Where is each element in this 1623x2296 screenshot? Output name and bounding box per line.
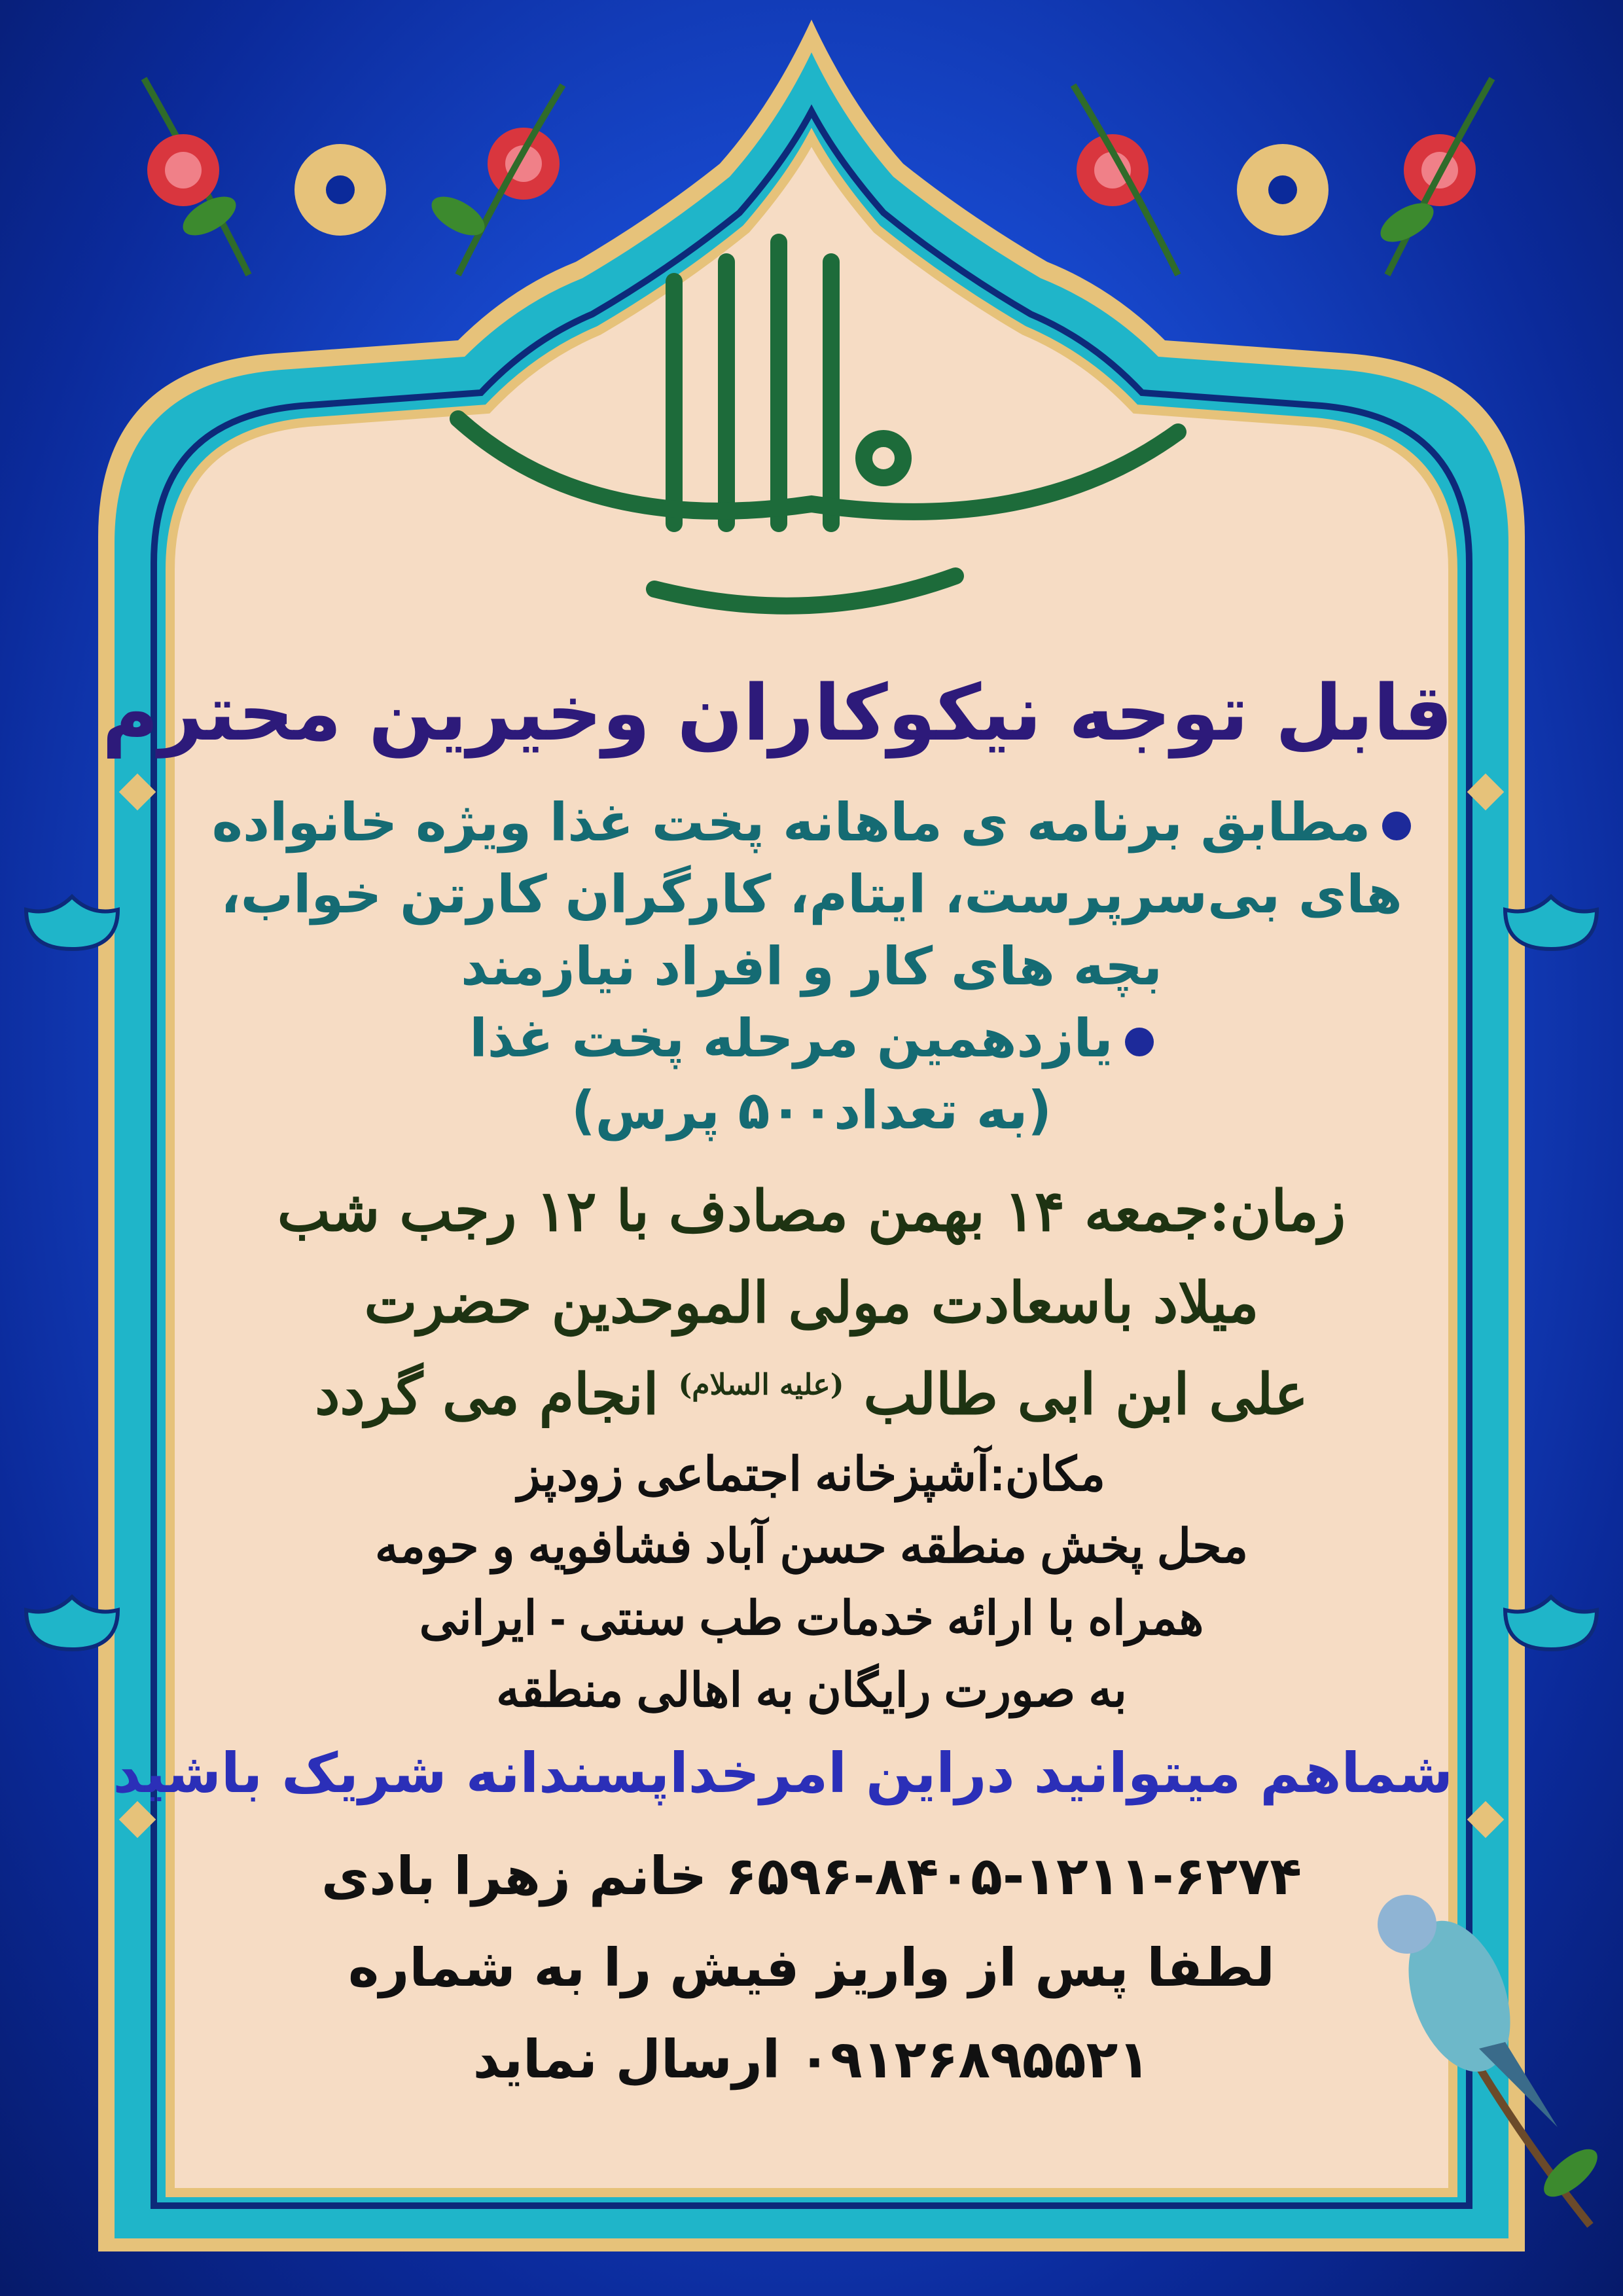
count-line: (به تعداد۵۰۰ پرس) <box>571 1080 1052 1141</box>
invite-line: شماهم میتوانید دراین امرخداپسندانه شریک باشید <box>113 1741 1453 1805</box>
services-line-2: به صورت رایگان به اهالی منطقه <box>496 1664 1127 1717</box>
occasion-honorific: (علیه السلام) <box>678 1368 844 1402</box>
title: قابل توجه نیکوکاران وخیرین محترم <box>101 668 1453 758</box>
services-line-1: همراه با ارائه خدمات طب سنتی - ایرانی <box>419 1592 1204 1645</box>
announcement-text <box>101 655 1453 2238</box>
program-line-2: های بی‌سرپرست، ایتام، کارگران کارتن خواب، <box>221 864 1402 925</box>
bullet-icon <box>1125 1028 1154 1056</box>
program-line-1: مطابق برنامه ی ماهانه پخت غذا ویژه خانواده <box>170 792 1453 853</box>
send-text: ارسال نماید <box>473 2029 781 2090</box>
bullet-icon <box>1382 812 1411 840</box>
time-line: زمان:جمعه ۱۴ بهمن مصادف با ۱۲ رجب شب <box>277 1178 1346 1244</box>
phone-number: ۰۹۱۲۶۸۹۵۵۲۱ <box>798 2029 1150 2090</box>
program-line-3: بچه های کار و افراد نیازمند <box>461 936 1162 997</box>
occasion-line-2: علی ابن ابی طالب $^{(علیه السلام)}$ انجام می گردد <box>315 1361 1308 1427</box>
account-holder: خانم زهرا بادی <box>321 1846 707 1907</box>
account-number: ۶۵۹۶-۸۴۰۵-۱۲۱۱-۶۲۷۴ <box>725 1846 1302 1907</box>
account-line <box>170 1846 1453 1907</box>
request-line: لطفا پس از واریز فیش را به شماره <box>348 1937 1275 1998</box>
stage-line: یازدهمین مرحله پخت غذا <box>170 1008 1453 1069</box>
phone-line <box>170 2029 1453 2090</box>
place-line: مکان:آشپزخانه اجتماعی زودپز <box>517 1448 1106 1501</box>
occasion-line-1: میلاد باسعادت مولی الموحدین حضرت <box>364 1270 1259 1336</box>
distribution-line: محل پخش منطقه حسن آباد فشافویه و حومه <box>374 1520 1249 1573</box>
